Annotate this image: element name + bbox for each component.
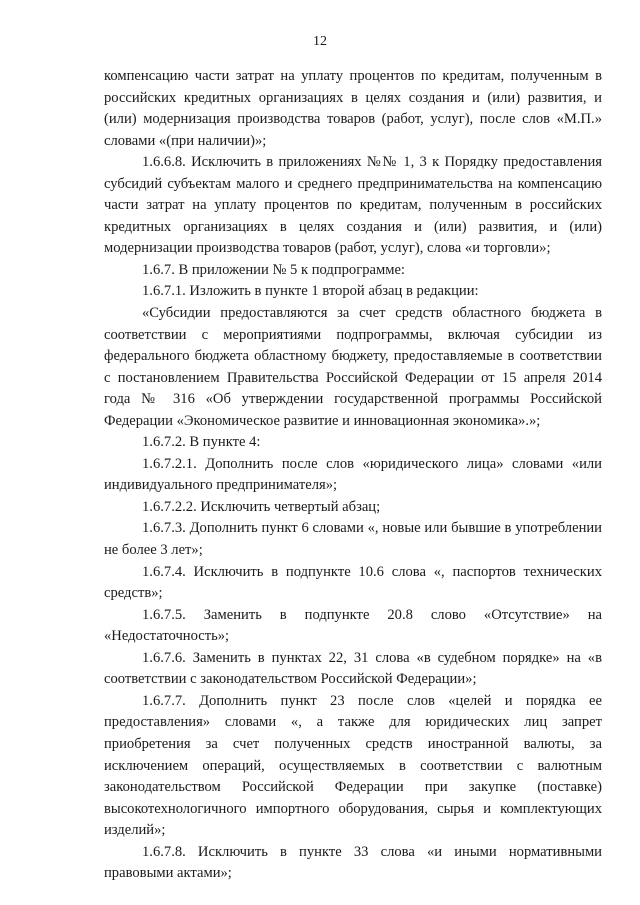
paragraph-continuation: компенсацию части затрат на уплату процентов по кредитам, полученным в российских кредитных организациях в целях создания и (или) развития, и (или) модернизация производства товаров (работ, услуг), после слов «М.П.» словами «(при наличии)»; <box>104 68 602 149</box>
paragraph-1-6-7-2-2: 1.6.7.2.2. Исключить четвертый абзац; <box>142 498 381 515</box>
page-number: 12 <box>313 34 327 49</box>
paragraph-1-6-7-2-1: 1.6.7.2.1. Дополнить после слов «юридического лица» словами «или индивидуального предпринимателя»; <box>104 455 602 494</box>
paragraph-1-6-6-8: 1.6.6.8. Исключить в приложениях №№ 1, 3 к Порядку предоставления субсидий субъектам малого и среднего предпринимательства на компенсацию части затрат на уплату процентов по кредитам, полученным в российских кредитных организациях в целях создания и (или) развития, и (или) модернизации производства товаров (работ, услуг), слова «и торговли»; <box>104 154 602 257</box>
paragraph-1-6-7-1: 1.6.7.1. Изложить в пункте 1 второй абзац в редакции: <box>142 283 479 300</box>
paragraph-1-6-7-7: 1.6.7.7. Дополнить пункт 23 после слов «целей и порядка ее предоставления» словами «, а также для юридических лиц запрет приобретения за счет полученных средств иностранной валюты, за исключением операций, осуществляемых в соответствии с валютным законодательством Российской Федерации при закупке (поставке) высокотехнологичного импортного оборудования, сырья и комплектующих изделий»; <box>104 692 602 839</box>
paragraph-1-6-7-2: 1.6.7.2. В пункте 4: <box>142 434 261 451</box>
paragraph-quoted-subsidies: «Субсидии предоставляются за счет средств областного бюджета в соответствии с мероприятиями подпрограммы, включая субсидии из федерального бюджета областному бюджету, предоставляемые в соответствии с постановлением Правительства Российской Федерации от 15 апреля 2014 года № 316 «Об утверждении государственной программы Российской Федерации «Экономическое развитие и инновационная экономика».»; <box>104 305 602 429</box>
paragraph-1-6-7-6: 1.6.7.6. Заменить в пунктах 22, 31 слова «в судебном порядке» на «в соответствии с законодательством Российской Федерации»; <box>104 649 602 688</box>
paragraph-1-6-7-5: 1.6.7.5. Заменить в подпункте 20.8 слово «Отсутствие» на «Недостаточность»; <box>104 606 602 645</box>
paragraph-1-6-7-4: 1.6.7.4. Исключить в подпункте 10.6 слова «, паспортов технических средств»; <box>104 563 602 602</box>
paragraph-1-6-7: 1.6.7. В приложении № 5 к подпрограмме: <box>142 261 405 278</box>
paragraph-1-6-7-3: 1.6.7.3. Дополнить пункт 6 словами «, новые или бывшие в употреблении не более 3 лет»; <box>104 520 602 559</box>
document-body <box>104 66 602 885</box>
paragraph-1-6-7-8: 1.6.7.8. Исключить в пункте 33 слова «и иными нормативными правовыми актами»; <box>104 843 602 882</box>
